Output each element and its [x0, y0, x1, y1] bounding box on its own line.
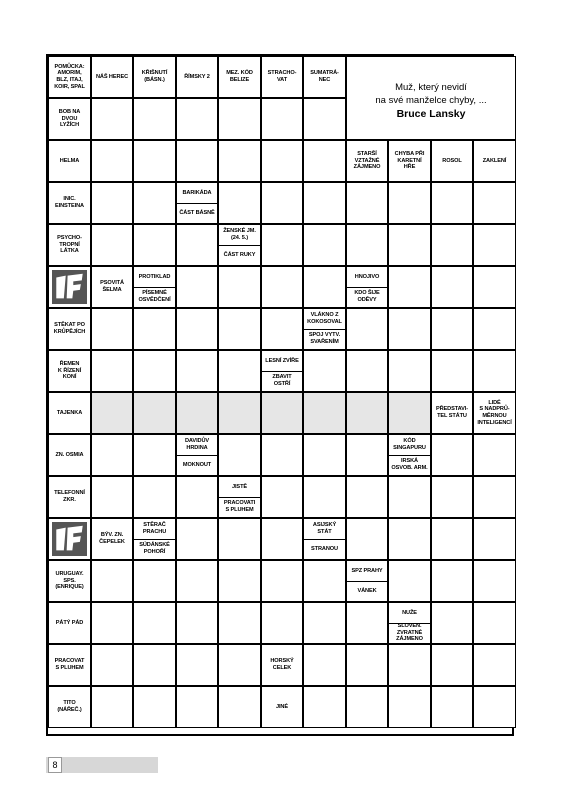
- answer-cell[interactable]: [431, 350, 473, 392]
- answer-cell[interactable]: [261, 476, 303, 518]
- answer-cell[interactable]: [431, 182, 473, 224]
- answer-cell[interactable]: [346, 224, 388, 266]
- secret-answer-cell[interactable]: [218, 392, 261, 434]
- clue-cell-split: [388, 434, 431, 476]
- answer-cell[interactable]: [346, 350, 388, 392]
- secret-answer-cell[interactable]: [303, 392, 346, 434]
- answer-cell[interactable]: [473, 266, 516, 308]
- answer-cell[interactable]: [303, 224, 346, 266]
- secret-answer-cell[interactable]: [346, 392, 388, 434]
- clue-text: VLÁKNO Z KOKOSOVAL: [307, 312, 342, 325]
- clue-text: PÁTÝ PÁD: [55, 619, 84, 626]
- clue-text: KDO ŠIJE ODĚVY: [354, 290, 380, 303]
- answer-cell[interactable]: [91, 98, 133, 140]
- answer-cell[interactable]: [473, 350, 516, 392]
- clue-text: LIDÉ S NADPRŮ- MĚRNOU INTELIGENCÍ: [477, 399, 512, 426]
- clue-text: STĚKAT PO KRŮPĚJÍCH: [53, 322, 86, 335]
- clue-cell: [133, 56, 176, 98]
- answer-cell[interactable]: [176, 98, 218, 140]
- answer-cell[interactable]: [346, 644, 388, 686]
- answer-cell[interactable]: [133, 476, 176, 518]
- clue-cell-split: [303, 518, 346, 560]
- clue-text: PSOVITÁ ŠELMA: [100, 280, 124, 293]
- clue-text: STĚRAČ PRACHU: [142, 522, 167, 535]
- answer-cell[interactable]: [346, 308, 388, 350]
- answer-cell[interactable]: [218, 560, 261, 602]
- clue-text: PROTIKLAD: [138, 273, 171, 280]
- clue-cell: [48, 602, 91, 644]
- answer-cell[interactable]: [473, 476, 516, 518]
- crossword-grid: [46, 54, 514, 736]
- clue-text: IRSKÁ OSVOB. ARM.: [391, 458, 428, 471]
- clue-cell-split: [261, 350, 303, 392]
- answer-cell[interactable]: [176, 476, 218, 518]
- answer-cell[interactable]: [91, 224, 133, 266]
- answer-cell[interactable]: [431, 602, 473, 644]
- answer-cell[interactable]: [388, 350, 431, 392]
- answer-cell[interactable]: [176, 266, 218, 308]
- answer-cell[interactable]: [218, 518, 261, 560]
- answer-cell[interactable]: [176, 602, 218, 644]
- clue-text: ŘEMEN K ŘÍZENÍ KONÍ: [57, 361, 82, 381]
- publisher-logo-icon: [52, 270, 87, 304]
- clue-text: PŘEDSTAVI- TEL STÁTU: [435, 406, 469, 419]
- answer-cell[interactable]: [91, 476, 133, 518]
- answer-cell[interactable]: [303, 602, 346, 644]
- answer-cell[interactable]: [91, 350, 133, 392]
- clue-text: LESNÍ ZVÍŘE: [265, 357, 299, 364]
- answer-cell[interactable]: [473, 308, 516, 350]
- answer-cell[interactable]: [388, 686, 431, 728]
- answer-cell[interactable]: [431, 266, 473, 308]
- clue-text: ŽENSKÉ JM. (24. 5.): [223, 228, 256, 241]
- clue-text: STRANOU: [311, 545, 338, 552]
- clue-cell-split: [218, 476, 261, 518]
- clue-cell: [48, 476, 91, 518]
- answer-cell[interactable]: [218, 602, 261, 644]
- answer-cell[interactable]: [473, 602, 516, 644]
- answer-cell[interactable]: [218, 350, 261, 392]
- clue-text: SUMATRÁ- NEC: [310, 70, 339, 83]
- logo-cell: [48, 266, 91, 308]
- answer-cell[interactable]: [218, 98, 261, 140]
- clue-cell: [473, 140, 516, 182]
- clue-text: POMŮCKA: AMORIM, BLZ, ITAJ, KOIR, SPAL: [54, 63, 85, 90]
- quote-line-2: na své manželce chyby, ...: [375, 94, 487, 106]
- answer-cell[interactable]: [91, 434, 133, 476]
- answer-cell[interactable]: [133, 140, 176, 182]
- clue-cell: [261, 56, 303, 98]
- clue-cell-split: [303, 308, 346, 350]
- secret-answer-cell[interactable]: [133, 392, 176, 434]
- clue-text: VÁNEK: [357, 587, 377, 594]
- answer-cell[interactable]: [303, 686, 346, 728]
- clue-text: ZBAVIT OSTŘÍ: [272, 374, 292, 387]
- publisher-logo-icon: [52, 522, 87, 556]
- answer-cell[interactable]: [346, 602, 388, 644]
- quote-line-1: Muž, který nevidí: [395, 82, 467, 94]
- clue-text: SPZ PRAHY: [351, 567, 383, 574]
- answer-cell[interactable]: [303, 350, 346, 392]
- clue-text: PRACOVATI S PLUHEM: [223, 500, 256, 513]
- clue-text: KÓD SINGAPURU: [393, 438, 426, 451]
- footer-bar: [46, 757, 158, 773]
- answer-cell[interactable]: [473, 434, 516, 476]
- answer-cell[interactable]: [388, 308, 431, 350]
- answer-cell[interactable]: [431, 434, 473, 476]
- answer-cell[interactable]: [133, 350, 176, 392]
- clue-text: JINÉ: [275, 703, 289, 710]
- answer-cell[interactable]: [388, 224, 431, 266]
- answer-cell[interactable]: [261, 266, 303, 308]
- quote-box: [346, 56, 516, 140]
- answer-cell[interactable]: [133, 308, 176, 350]
- clue-text: ROSOL: [442, 157, 462, 164]
- answer-cell[interactable]: [303, 644, 346, 686]
- answer-cell[interactable]: [473, 560, 516, 602]
- answer-cell[interactable]: [218, 266, 261, 308]
- clue-cell: [176, 56, 218, 98]
- answer-cell[interactable]: [473, 644, 516, 686]
- answer-cell[interactable]: [388, 476, 431, 518]
- answer-cell[interactable]: [261, 308, 303, 350]
- answer-cell[interactable]: [346, 434, 388, 476]
- clue-text: ŘÍMSKY 2: [184, 73, 210, 80]
- answer-cell[interactable]: [303, 434, 346, 476]
- clue-cell: [48, 686, 91, 728]
- answer-cell[interactable]: [261, 98, 303, 140]
- clue-cell-split: [388, 602, 431, 644]
- answer-cell[interactable]: [431, 644, 473, 686]
- answer-cell[interactable]: [176, 350, 218, 392]
- answer-cell[interactable]: [133, 644, 176, 686]
- clue-text: PÍSEMNÉ OSVĚDČENÍ: [138, 290, 171, 303]
- clue-cell-split: [176, 434, 218, 476]
- clue-text: STRACHO- VAT: [267, 70, 297, 83]
- clue-text: BOB NA DVOU LYŽÍCH: [58, 109, 81, 129]
- clue-cell: [431, 392, 473, 434]
- answer-cell[interactable]: [431, 476, 473, 518]
- answer-cell[interactable]: [346, 686, 388, 728]
- quote-author: Bruce Lansky: [396, 107, 466, 120]
- answer-cell[interactable]: [473, 686, 516, 728]
- clue-cell: [48, 560, 91, 602]
- clue-text: ČÁST BÁSNĚ: [179, 209, 215, 216]
- answer-cell[interactable]: [218, 686, 261, 728]
- answer-cell[interactable]: [91, 140, 133, 182]
- clue-cell: [261, 686, 303, 728]
- answer-cell[interactable]: [303, 140, 346, 182]
- clue-cell: [48, 644, 91, 686]
- clue-text: KŘIŠNUTÍ (BÁSN.): [141, 70, 168, 83]
- answer-cell[interactable]: [218, 182, 261, 224]
- clue-cell: [48, 434, 91, 476]
- clue-cell: [388, 140, 431, 182]
- answer-cell[interactable]: [431, 308, 473, 350]
- clue-text: ZN. OSMIA: [55, 451, 84, 458]
- secret-answer-cell[interactable]: [176, 392, 218, 434]
- clue-cell-split: [218, 224, 261, 266]
- clue-text: MEZ. KÓD BELIZE: [226, 70, 253, 83]
- clue-text: BÝV. ZN. ČEPELEK: [99, 532, 125, 545]
- answer-cell[interactable]: [388, 266, 431, 308]
- answer-cell[interactable]: [91, 308, 133, 350]
- clue-cell: [303, 56, 346, 98]
- answer-cell[interactable]: [346, 518, 388, 560]
- answer-cell[interactable]: [176, 686, 218, 728]
- answer-cell[interactable]: [388, 518, 431, 560]
- answer-cell[interactable]: [218, 644, 261, 686]
- answer-cell[interactable]: [261, 434, 303, 476]
- answer-cell[interactable]: [303, 182, 346, 224]
- clue-text: ČÁST RUKY: [223, 251, 256, 258]
- clue-text: PRACOVAT S PLUHEM: [54, 658, 85, 671]
- answer-cell[interactable]: [473, 518, 516, 560]
- answer-cell[interactable]: [133, 98, 176, 140]
- answer-cell[interactable]: [133, 686, 176, 728]
- clue-text: TITO (NÁŘEČ.): [57, 700, 82, 713]
- clue-text: HNOJIVO: [354, 273, 380, 280]
- answer-cell[interactable]: [261, 182, 303, 224]
- answer-cell[interactable]: [388, 182, 431, 224]
- clue-text: TELEFONNÍ ZKR.: [54, 490, 85, 503]
- answer-cell[interactable]: [91, 560, 133, 602]
- logo-cell: [48, 518, 91, 560]
- clue-cell: [431, 140, 473, 182]
- answer-cell[interactable]: [431, 686, 473, 728]
- answer-cell[interactable]: [218, 308, 261, 350]
- answer-cell[interactable]: [91, 644, 133, 686]
- answer-cell[interactable]: [261, 224, 303, 266]
- answer-cell[interactable]: [133, 182, 176, 224]
- answer-cell[interactable]: [91, 602, 133, 644]
- clue-cell-split: [133, 518, 176, 560]
- answer-cell[interactable]: [176, 140, 218, 182]
- clue-text: NUŽE: [402, 609, 417, 616]
- clue-text: ASIJSKÝ STÁT: [312, 522, 337, 535]
- clue-text: SPOJ VYTV. SVAŘENÍM: [308, 332, 341, 345]
- answer-cell[interactable]: [91, 182, 133, 224]
- clue-text: HORSKÝ CELEK: [270, 658, 294, 671]
- answer-cell[interactable]: [303, 476, 346, 518]
- clue-text: STARŠÍ VZTAŽNÉ ZÁJMENO: [353, 151, 381, 171]
- clue-text: SÚDÁNSKÉ POHOŘÍ: [139, 542, 170, 555]
- clue-text: NÁŠ HEREC: [95, 73, 129, 80]
- clue-cell: [218, 56, 261, 98]
- answer-cell[interactable]: [303, 266, 346, 308]
- clue-cell: [48, 224, 91, 266]
- answer-cell[interactable]: [431, 224, 473, 266]
- answer-cell[interactable]: [303, 560, 346, 602]
- answer-cell[interactable]: [473, 182, 516, 224]
- secret-answer-cell[interactable]: [388, 392, 431, 434]
- clue-text: HELMA: [59, 157, 80, 164]
- page-number: 8: [48, 757, 62, 773]
- clue-cell: [261, 644, 303, 686]
- clue-cell-split: [133, 266, 176, 308]
- secret-answer-cell[interactable]: [261, 392, 303, 434]
- answer-cell[interactable]: [261, 560, 303, 602]
- clue-cell: [346, 140, 388, 182]
- clue-text: MOKNOUT: [182, 461, 212, 468]
- answer-cell[interactable]: [133, 602, 176, 644]
- answer-cell[interactable]: [176, 308, 218, 350]
- answer-cell[interactable]: [133, 434, 176, 476]
- clue-cell: [48, 350, 91, 392]
- answer-cell[interactable]: [176, 224, 218, 266]
- clue-text: PSYCHO- TROPNÍ LÁTKA: [57, 235, 82, 255]
- clue-text: BARIKÁDA: [182, 189, 212, 196]
- clue-text: ZAKLENÍ: [482, 157, 507, 164]
- answer-cell[interactable]: [133, 560, 176, 602]
- clue-cell: [48, 140, 91, 182]
- clue-cell: [91, 56, 133, 98]
- clue-cell: [473, 392, 516, 434]
- answer-cell[interactable]: [176, 560, 218, 602]
- clue-text: SLOVEN. ZVRATNÉ ZÁJMENO: [396, 623, 423, 643]
- answer-cell[interactable]: [91, 686, 133, 728]
- clue-cell: [48, 308, 91, 350]
- answer-cell[interactable]: [261, 140, 303, 182]
- answer-cell[interactable]: [261, 518, 303, 560]
- clue-cell-split: [346, 266, 388, 308]
- clue-text: URUGUAY. SPS. (ENRIQUE): [55, 571, 84, 591]
- clue-cell: [48, 56, 91, 98]
- clue-text: TAJENKA: [56, 409, 83, 416]
- answer-cell[interactable]: [133, 224, 176, 266]
- secret-answer-cell[interactable]: [91, 392, 133, 434]
- answer-cell[interactable]: [388, 560, 431, 602]
- answer-cell[interactable]: [431, 560, 473, 602]
- clue-text: CHYBA PŘI KARETNÍ HŘE: [394, 151, 425, 171]
- answer-cell[interactable]: [346, 476, 388, 518]
- clue-text: INIC. EINSTEINA: [55, 196, 84, 209]
- clue-cell: [48, 182, 91, 224]
- answer-cell[interactable]: [388, 644, 431, 686]
- answer-cell[interactable]: [431, 518, 473, 560]
- clue-cell-split: [346, 560, 388, 602]
- answer-cell[interactable]: [346, 182, 388, 224]
- clue-cell-split: [176, 182, 218, 224]
- clue-text: JISTĚ: [231, 483, 248, 490]
- clue-text: DAVIDŮV HRDINA: [184, 438, 210, 451]
- answer-cell[interactable]: [176, 644, 218, 686]
- answer-cell[interactable]: [303, 98, 346, 140]
- answer-cell[interactable]: [218, 140, 261, 182]
- clue-cell: [91, 266, 133, 308]
- answer-cell[interactable]: [176, 518, 218, 560]
- answer-cell[interactable]: [261, 602, 303, 644]
- answer-cell[interactable]: [473, 224, 516, 266]
- answer-cell[interactable]: [218, 434, 261, 476]
- clue-cell: [91, 518, 133, 560]
- clue-cell: [48, 392, 91, 434]
- clue-cell: [48, 98, 91, 140]
